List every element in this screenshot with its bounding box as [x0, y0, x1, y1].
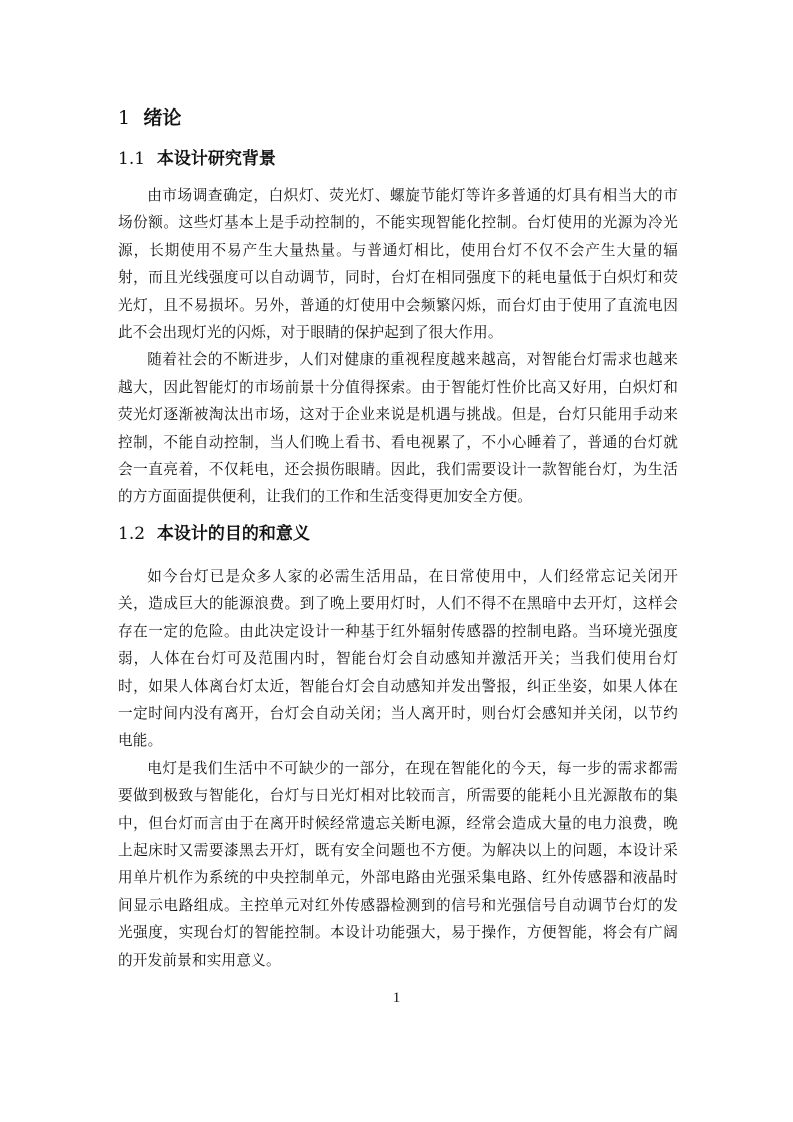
- page-body: [118, 104, 678, 974]
- section-number: 1.2: [118, 523, 146, 544]
- paragraph: 随着社会的不断进步，人们对健康的重视程度越来越高，对智能台灯需求也越来越大，因此智能灯的市场前景十分值得探索。由于智能灯性价比高又好用，白炽灯和荧光灯逐渐被淘汰出市场，这对于企业来说是机遇与挑战。但是，台灯只能用手动来控制，不能自动控制，当人们晚上看书、看电视累了，不小心睡着了，普通的台灯就会一直亮着，不仅耗电，还会损伤眼睛。因此，我们需要设计一款智能台灯，为生活的方方面面提供便利，让我们的工作和生活变得更加安全方便。: [118, 351, 678, 506]
- chapter-heading: [118, 104, 678, 132]
- paragraph: 由市场调查确定，白炽灯、荧光灯、螺旋节能灯等许多普通的灯具有相当大的市场份额。这些灯基本上是手动控制的，不能实现智能化控制。台灯使用的光源为冷光源，长期使用不易产生大量热量。与普通灯相比，使用台灯不仅不会产生大量的辐射，而且光线强度可以自动调节，同时，台灯在相同强度下的耗电量低于白炽灯和荧光灯，且不易损坏。另外，普通的灯使用中会频繁闪烁，而台灯由于使用了直流电因此不会出现灯光的闪烁，对于眼睛的保护起到了很大作用。: [118, 187, 678, 342]
- paragraph: 如今台灯已是众多人家的必需生活用品，在日常使用中，人们经常忘记关闭开关，造成巨大的能源浪费。到了晚上要用灯时，人们不得不在黑暗中去开灯，这样会存在一定的危险。由此决定设计一种基于红外辐射传感器的控制电路。当环境光强度弱，人体在台灯可及范围内时，智能台灯会自动感知并激活开关；当我们使用台灯时，如果人体离台灯太近，智能台灯会自动感知并发出警报，纠正坐姿，如果人体在一定时间内没有离开，台灯会自动关闭；当人离开时，则台灯会感知并关闭，以节约电能。: [118, 567, 678, 750]
- section-number: 1.1: [118, 149, 146, 169]
- section-heading-1-2: [118, 521, 678, 547]
- section-title: 本设计的目的和意义: [156, 523, 310, 544]
- chapter-title: 绪论: [143, 107, 182, 129]
- section-heading-1-1: [118, 146, 678, 172]
- paragraph: 电灯是我们生活中不可缺少的一部分，在现在智能化的今天，每一步的需求都需要做到极致与智能化，台灯与日光灯相对比较而言，所需要的能耗小且光源散布的集中，但台灯而言由于在离开时候经常遗忘关断电源，经常会造成大量的电力浪费，晚上起床时又需要漆黑去开灯，既有安全问题也不方便。为解决以上的问题，本设计采用单片机作为系统的中央控制单元，外部电路由光强采集电路、红外传感器和液晶时间显示电路组成。主控单元对红外传感器检测到的信号和光强信号自动调节台灯的发光强度，实现台灯的智能控制。本设计功能强大，易于操作，方便智能，将会有广阔的开发前景和实用意义。: [118, 759, 678, 969]
- section-title: 本设计研究背景: [156, 149, 276, 169]
- page-number: 1: [392, 990, 401, 1006]
- chapter-number: 1: [118, 107, 131, 129]
